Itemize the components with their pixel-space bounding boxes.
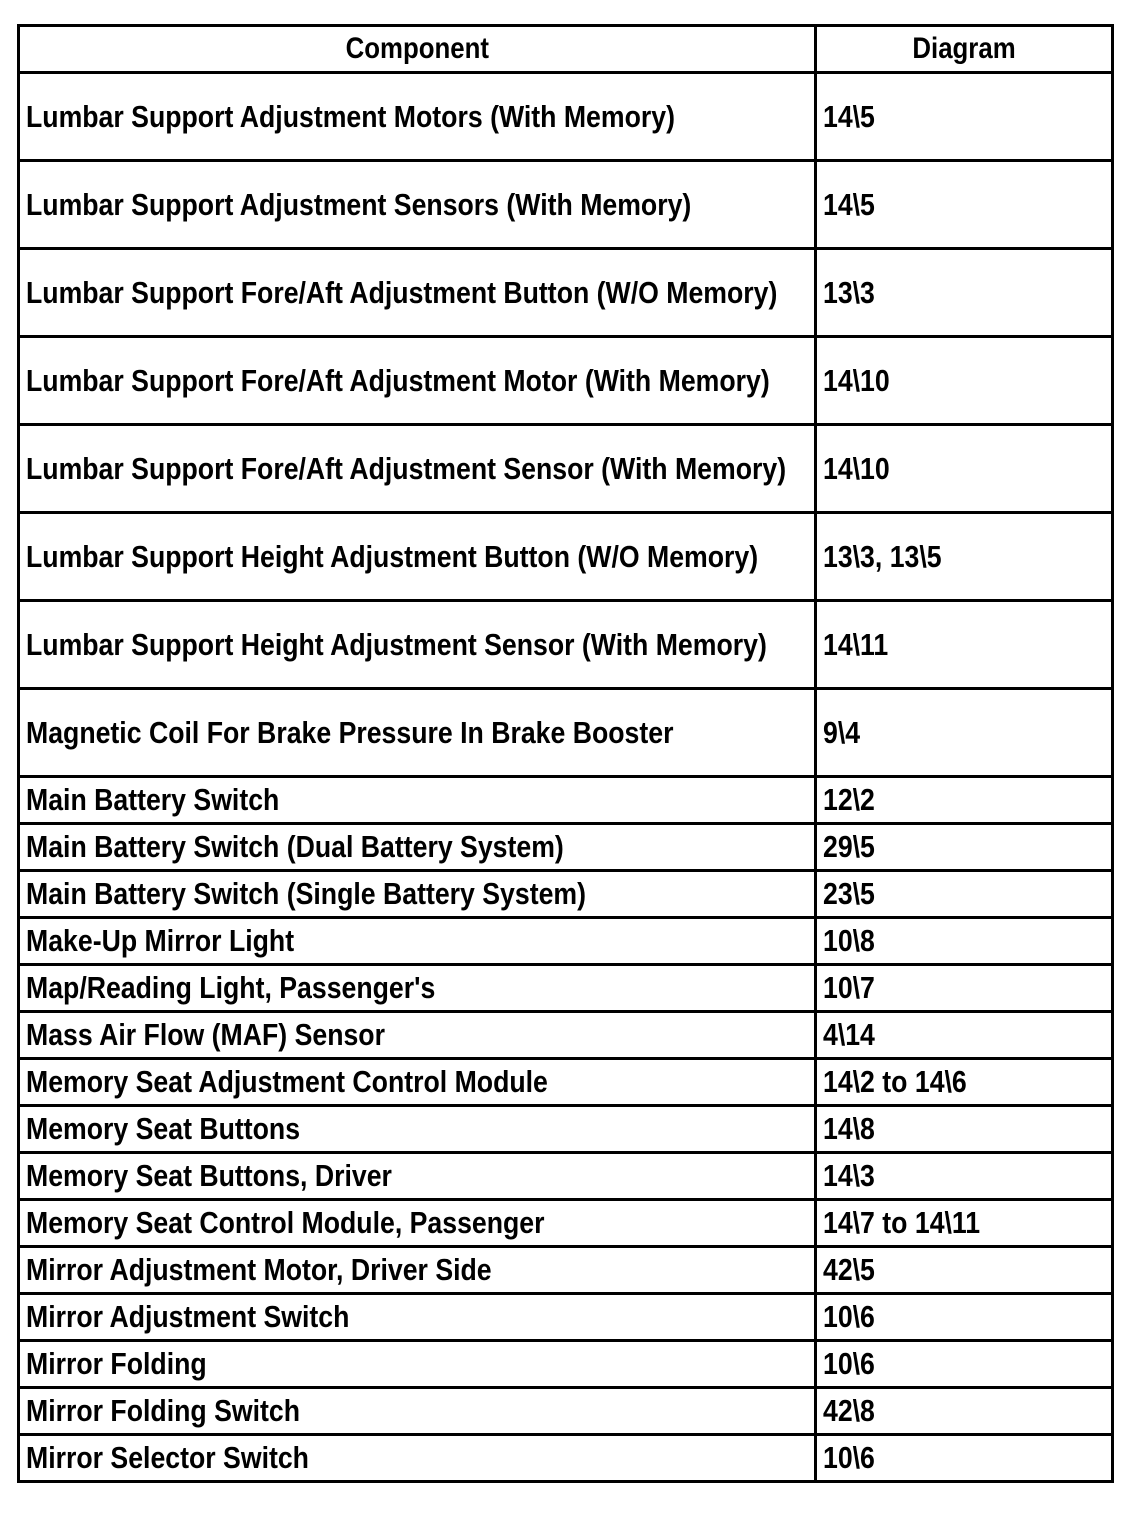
component-cell: Memory Seat Buttons [19, 1106, 816, 1153]
table-row [19, 777, 1113, 824]
component-cell: Mirror Adjustment Switch [19, 1294, 816, 1341]
table-row [19, 1059, 1113, 1106]
component-cell: Mass Air Flow (MAF) Sensor [19, 1012, 816, 1059]
table-row [19, 513, 1113, 601]
diagram-cell: 14\10 [816, 425, 1113, 513]
component-cell: Lumbar Support Height Adjustment Sensor (With Memory) [19, 601, 816, 689]
diagram-cell: 10\8 [816, 918, 1113, 965]
component-cell: Mirror Selector Switch [19, 1435, 816, 1482]
diagram-cell: 14\5 [816, 161, 1113, 249]
component-cell: Mirror Folding [19, 1341, 816, 1388]
header-component: Component [19, 26, 816, 73]
table-row [19, 337, 1113, 425]
table-row [19, 161, 1113, 249]
diagram-cell: 14\8 [816, 1106, 1113, 1153]
component-cell: Mirror Folding Switch [19, 1388, 816, 1435]
component-cell: Main Battery Switch (Dual Battery System) [19, 824, 816, 871]
diagram-cell: 9\4 [816, 689, 1113, 777]
diagram-cell: 42\5 [816, 1247, 1113, 1294]
diagram-cell: 14\3 [816, 1153, 1113, 1200]
component-cell: Map/Reading Light, Passenger's [19, 965, 816, 1012]
diagram-cell: 14\11 [816, 601, 1113, 689]
component-cell: Lumbar Support Fore/Aft Adjustment Motor (With Memory) [19, 337, 816, 425]
table-row [19, 1388, 1113, 1435]
diagram-cell: 10\6 [816, 1341, 1113, 1388]
table-row [19, 601, 1113, 689]
diagram-cell: 13\3 [816, 249, 1113, 337]
component-cell: Memory Seat Control Module, Passenger [19, 1200, 816, 1247]
component-cell: Main Battery Switch [19, 777, 816, 824]
component-cell: Memory Seat Adjustment Control Module [19, 1059, 816, 1106]
diagram-cell: 12\2 [816, 777, 1113, 824]
table-row [19, 965, 1113, 1012]
diagram-cell: 14\7 to 14\11 [816, 1200, 1113, 1247]
component-diagram-table [17, 24, 1114, 1483]
component-cell: Lumbar Support Fore/Aft Adjustment Button (W/O Memory) [19, 249, 816, 337]
table-row [19, 1341, 1113, 1388]
diagram-cell: 42\8 [816, 1388, 1113, 1435]
diagram-cell: 4\14 [816, 1012, 1113, 1059]
diagram-cell: 13\3, 13\5 [816, 513, 1113, 601]
table-row [19, 824, 1113, 871]
component-cell: Magnetic Coil For Brake Pressure In Brake Booster [19, 689, 816, 777]
component-cell: Lumbar Support Height Adjustment Button (W/O Memory) [19, 513, 816, 601]
diagram-cell: 29\5 [816, 824, 1113, 871]
table-row [19, 1106, 1113, 1153]
table-row [19, 425, 1113, 513]
component-cell: Mirror Adjustment Motor, Driver Side [19, 1247, 816, 1294]
component-cell: Main Battery Switch (Single Battery System) [19, 871, 816, 918]
table-row [19, 1153, 1113, 1200]
component-cell: Lumbar Support Adjustment Sensors (With Memory) [19, 161, 816, 249]
table-row [19, 73, 1113, 161]
component-cell: Lumbar Support Adjustment Motors (With Memory) [19, 73, 816, 161]
table-row [19, 1435, 1113, 1482]
diagram-cell: 10\6 [816, 1435, 1113, 1482]
table-row [19, 1012, 1113, 1059]
diagram-cell: 14\5 [816, 73, 1113, 161]
header-row [19, 26, 1113, 73]
diagram-cell: 23\5 [816, 871, 1113, 918]
table-row [19, 918, 1113, 965]
diagram-cell: 10\6 [816, 1294, 1113, 1341]
diagram-cell: 10\7 [816, 965, 1113, 1012]
component-cell: Make-Up Mirror Light [19, 918, 816, 965]
diagram-cell: 14\10 [816, 337, 1113, 425]
component-cell: Lumbar Support Fore/Aft Adjustment Sensor (With Memory) [19, 425, 816, 513]
header-diagram: Diagram [816, 26, 1113, 73]
table-row [19, 1200, 1113, 1247]
table-row [19, 689, 1113, 777]
table-row [19, 249, 1113, 337]
table-row [19, 1294, 1113, 1341]
table-row [19, 871, 1113, 918]
table-row [19, 1247, 1113, 1294]
component-cell: Memory Seat Buttons, Driver [19, 1153, 816, 1200]
diagram-cell: 14\2 to 14\6 [816, 1059, 1113, 1106]
